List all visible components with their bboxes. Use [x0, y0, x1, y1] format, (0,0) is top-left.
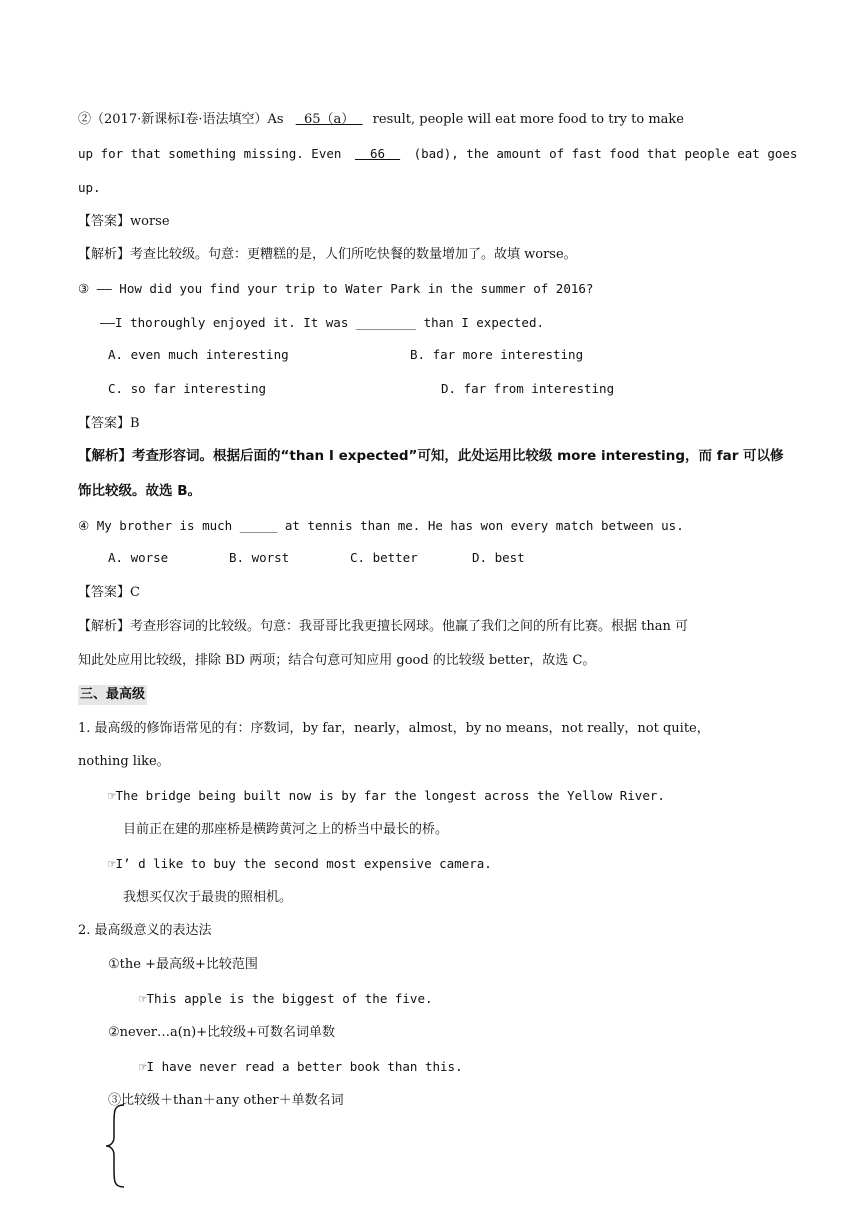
q2-line1-prefix: ②（2017·新课标Ⅰ卷·语法填空）As — [78, 112, 284, 127]
blank-66: 66 — [354, 146, 401, 161]
superlative-modifiers-line2: nothing like。 — [78, 754, 170, 769]
q4-analysis-line2: 知此处应用比较级，排除 BD 两项；结合句意可知应用 good 的比较级 better，故选 C。 — [78, 653, 596, 668]
example-2-en: ☞I’ d like to buy the second most expensive camera. — [108, 856, 492, 871]
curly-brace-icon — [104, 1103, 128, 1189]
method-3: ③比较级＋than＋any other＋单数名词 — [108, 1093, 344, 1108]
section-heading: 三、最高级 — [78, 685, 147, 705]
superlative-modifiers-line1: 1. 最高级的修饰语常见的有：序数词，by far，nearly，almost，by no means，not really，not quite， — [78, 721, 710, 736]
method-1-example: ☞This apple is the biggest of the five. — [139, 991, 433, 1006]
q2-line2-suffix: (bad), the amount of fast food that people eat goes — [413, 146, 798, 161]
q4-option-a: A. worse — [108, 550, 169, 565]
q3-answer: 【答案】B — [78, 416, 140, 431]
q2-line2 — [78, 144, 798, 164]
q3-question: ③ —— How did you find your trip to Water Park in the summer of 2016? — [78, 281, 594, 296]
q4-question: ④ My brother is much _____ at tennis than me. He has won every match between us. — [78, 518, 684, 533]
q3-option-d: D. far from interesting — [441, 381, 615, 396]
method-2: ②never…a(n)+比较级+可数名词单数 — [108, 1025, 336, 1040]
q2-answer: 【答案】worse — [78, 214, 170, 229]
q3-analysis-line1: 【解析】考查形容词。根据后面的“than I expected”可知，此处运用比较级 more interesting，而 far 可以修 — [78, 448, 784, 464]
section-3-heading-row — [78, 685, 782, 705]
q2-line2-prefix: up for that something missing. Even — [78, 146, 342, 161]
superlative-expressions-title: 2. 最高级意义的表达法 — [78, 923, 212, 938]
q2-line3: up. — [78, 180, 101, 195]
q3-analysis-line2: 饰比较级。故选 B。 — [78, 483, 201, 499]
q3-option-c: C. so far interesting — [108, 381, 267, 396]
q3-option-a: A. even much interesting — [108, 347, 289, 362]
blank-65: 65（a） — [295, 112, 363, 127]
q2-line1-suffix: result, people will eat more food to try to make — [372, 112, 684, 127]
example-2-zh: 我想买仅次于最贵的照相机。 — [123, 890, 293, 905]
q4-analysis-line1: 【解析】考查形容词的比较级。句意：我哥哥比我更擅长网球。他赢了我们之间的所有比赛。根据 than 可 — [78, 619, 688, 634]
example-1-zh: 目前正在建的那座桥是横跨黄河之上的桥当中最长的桥。 — [123, 822, 449, 837]
q4-option-c: C. better — [350, 550, 418, 565]
q3-option-b: B. far more interesting — [410, 347, 584, 362]
method-2-example: ☞I have never read a better book than this. — [139, 1059, 463, 1074]
q2-analysis: 【解析】考查比较级。句意：更糟糕的是，人们所吃快餐的数量增加了。故填 worse。 — [78, 247, 577, 262]
q4-option-b: B. worst — [229, 550, 290, 565]
method-1: ①the +最高级+比较范围 — [108, 957, 258, 972]
q3-reply: ——I thoroughly enjoyed it. It was ________ than I expected. — [100, 315, 545, 330]
q4-answer: 【答案】C — [78, 585, 140, 600]
q2-line1 — [78, 110, 782, 130]
q4-option-d: D. best — [472, 550, 525, 565]
example-1-en: ☞The bridge being built now is by far the longest across the Yellow River. — [108, 788, 665, 803]
